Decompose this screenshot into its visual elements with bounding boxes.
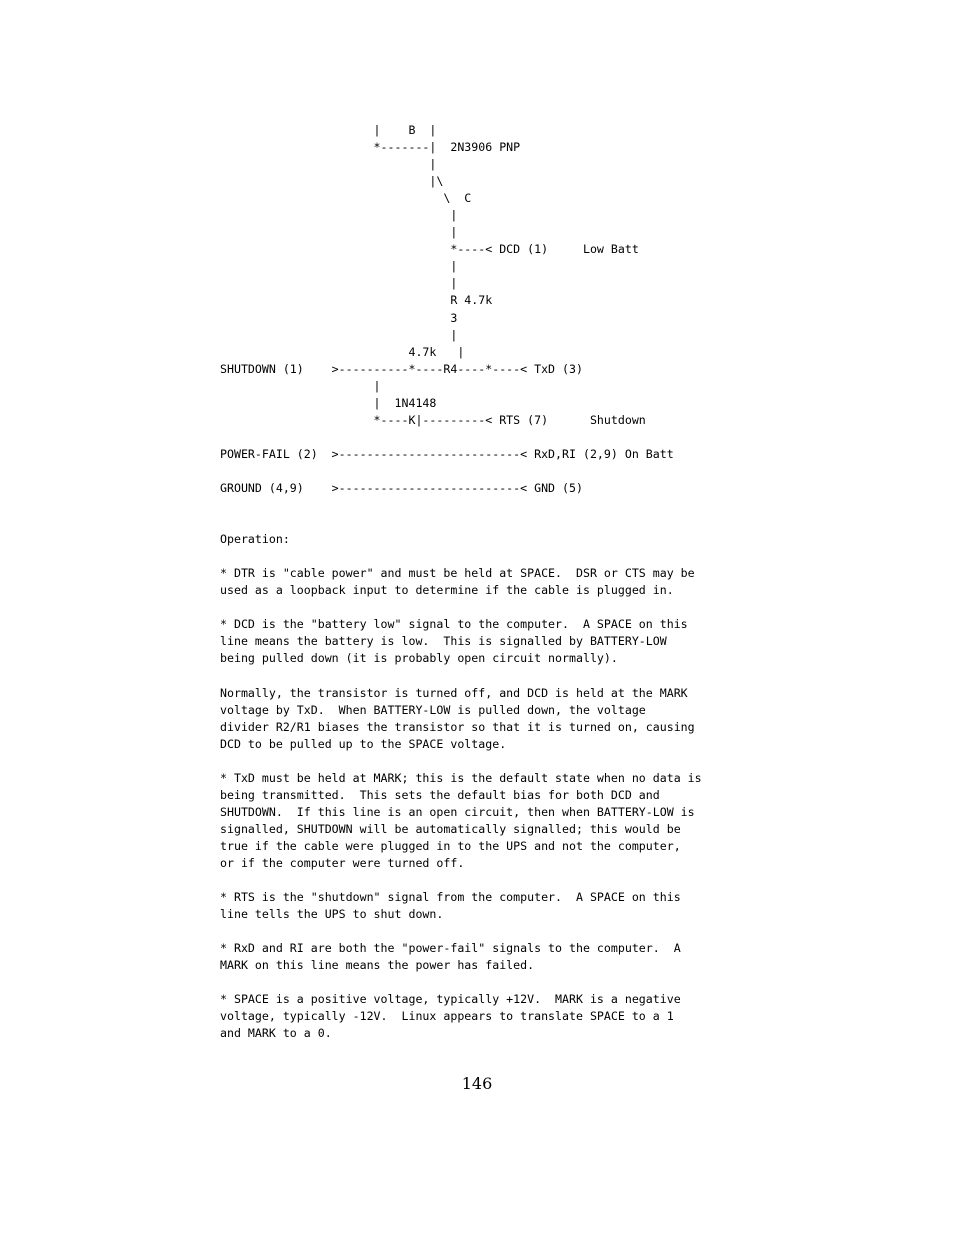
blank-line — [220, 974, 702, 991]
blank-line — [220, 548, 702, 565]
text-line: * RxD and RI are both the "power-fail" signals to the computer. A — [220, 941, 681, 956]
text-line: voltage, typically -12V. Linux appears to translate SPACE to a 1 — [220, 1009, 674, 1024]
text-line: MARK on this line means the power has failed. — [220, 958, 535, 973]
text-line: Normally, the transistor is turned off, and DCD is held at the MARK — [220, 685, 688, 700]
text-line: | — [220, 208, 458, 223]
text-line: DCD to be pulled up to the SPACE voltage. — [220, 736, 507, 751]
text-line: *-------| 2N3906 PNP — [220, 140, 521, 155]
text-line: signalled, SHUTDOWN will be automatically signalled; this would be — [220, 821, 681, 836]
text-line: |\ — [220, 174, 444, 189]
text-line: | 1N4148 — [220, 395, 437, 410]
text-line: * TxD must be held at MARK; this is the default state when no data is — [220, 770, 702, 785]
text-line: | B | — [220, 123, 437, 137]
text-line: 3 — [220, 310, 458, 325]
text-line: or if the computer were turned off. — [220, 856, 465, 871]
blank-line — [220, 599, 702, 616]
text-line: POWER-FAIL (2) >--------------------------< RxD,RI (2,9) On Batt — [220, 446, 674, 461]
text-line: 4.7k | — [220, 344, 465, 359]
text-line: Operation: — [220, 532, 290, 547]
blank-line — [220, 514, 702, 531]
blank-line — [220, 753, 702, 770]
text-line: * RTS is the "shutdown" signal from the computer. A SPACE on this — [220, 890, 681, 905]
text-line: GROUND (4,9) >--------------------------< GND (5) — [220, 480, 583, 495]
text-line: *----< DCD (1) Low Batt — [220, 242, 639, 257]
text-line: SHUTDOWN (1) >----------*----R4----*----< TxD (3) — [220, 361, 583, 376]
text-line: * DCD is the "battery low" signal to the computer. A SPACE on this — [220, 617, 688, 632]
text-line: and MARK to a 0. — [220, 1026, 332, 1041]
blank-line — [220, 497, 702, 514]
text-line: | — [220, 276, 458, 291]
text-line: used as a loopback input to determine if the cable is plugged in. — [220, 583, 674, 598]
text-line: * SPACE is a positive voltage, typically +12V. MARK is a negative — [220, 992, 681, 1007]
text-line: | — [220, 327, 458, 342]
text-line: divider R2/R1 biases the transistor so that it is turned on, causing — [220, 719, 695, 734]
text-line: being transmitted. This sets the default bias for both DCD and — [220, 787, 660, 802]
blank-line — [220, 463, 702, 480]
text-line: \ C — [220, 191, 472, 206]
text-line: * DTR is "cable power" and must be held at SPACE. DSR or CTS may be — [220, 566, 695, 581]
blank-line — [220, 668, 702, 685]
blank-line — [220, 923, 702, 940]
text-line: being pulled down (it is probably open circuit normally). — [220, 651, 618, 666]
text-line: | — [220, 378, 381, 393]
blank-line — [220, 872, 702, 889]
blank-line — [220, 429, 702, 446]
text-line: true if the cable were plugged in to the UPS and not the computer, — [220, 838, 681, 853]
page-number: 146 — [461, 1074, 493, 1093]
text-line: voltage by TxD. When BATTERY-LOW is pulled down, the voltage — [220, 702, 646, 717]
text-line: line tells the UPS to shut down. — [220, 907, 444, 922]
text-line: | — [220, 259, 458, 274]
text-line: *----K|---------< RTS (7) Shutdown — [220, 412, 646, 427]
text-line: line means the battery is low. This is signalled by BATTERY-LOW — [220, 634, 667, 649]
text-line: | — [220, 157, 437, 172]
text-line: SHUTDOWN. If this line is an open circuit, then when BATTERY-LOW is — [220, 804, 695, 819]
text-line: | — [220, 225, 458, 240]
text-line: R 4.7k — [220, 293, 493, 308]
ups-cable-schematic-and-operation-text — [220, 122, 702, 1043]
